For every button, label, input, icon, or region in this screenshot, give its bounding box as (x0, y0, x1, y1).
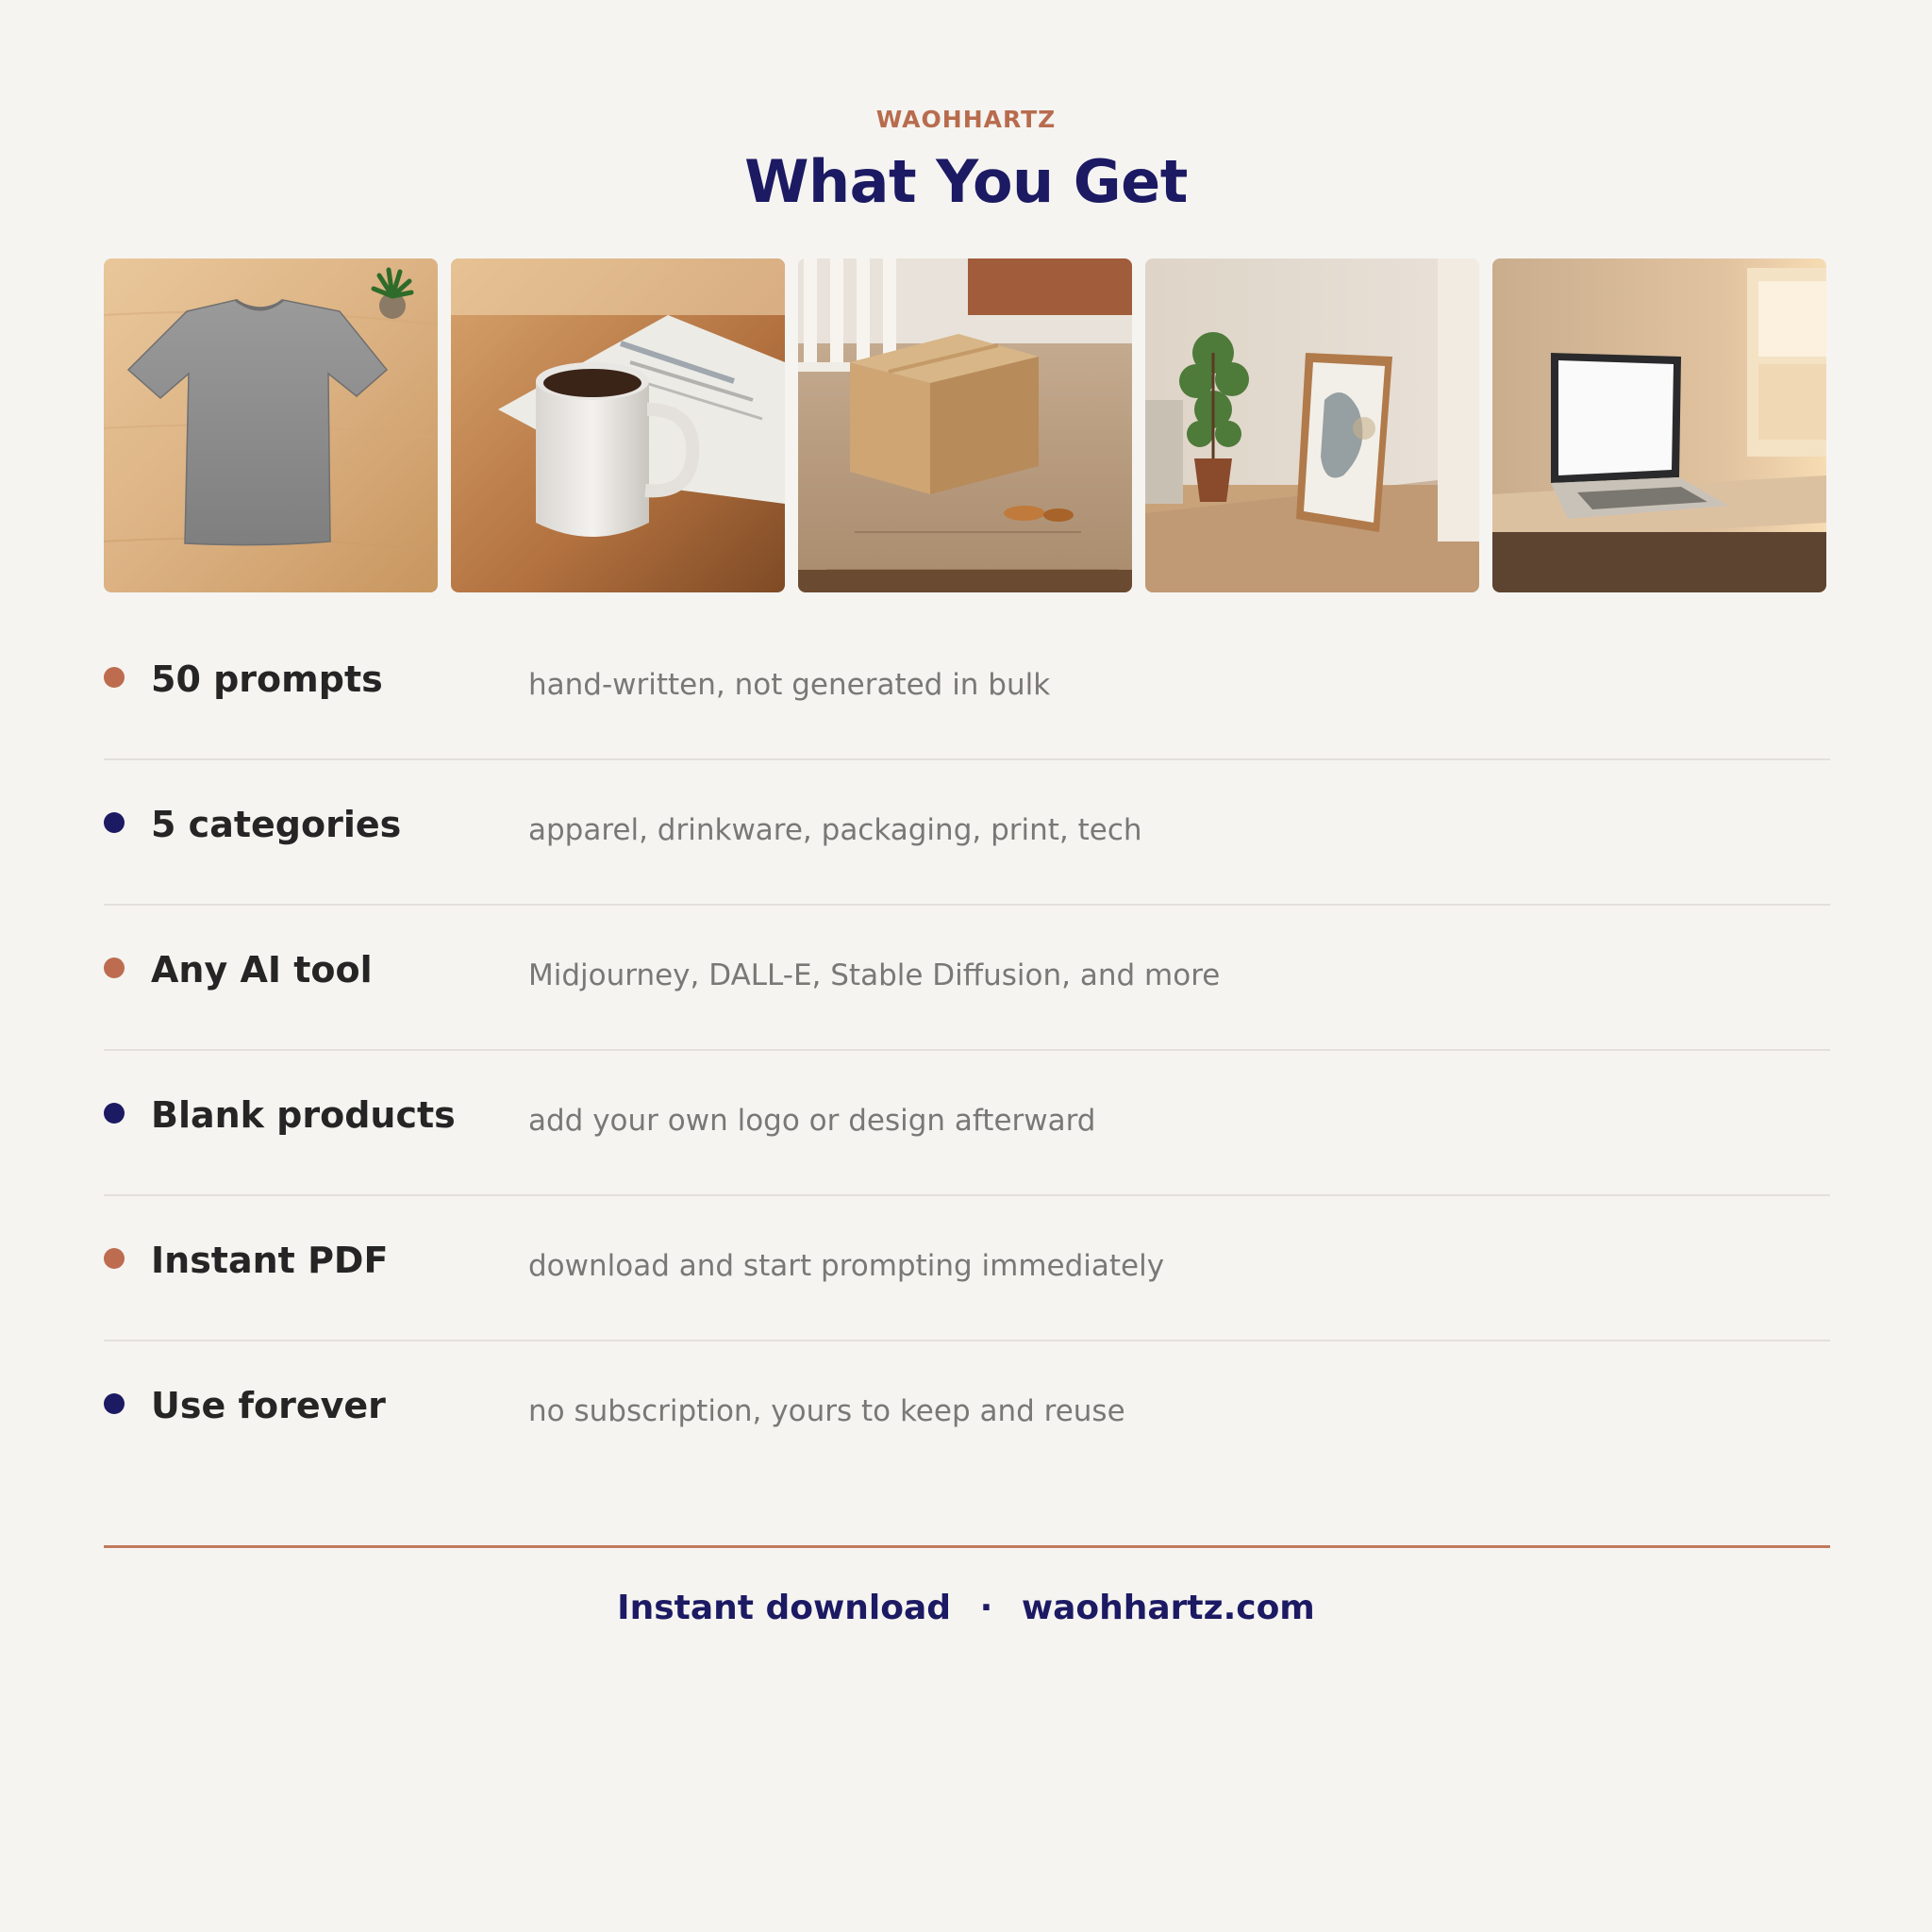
feature-description: hand-written, not generated in bulk (528, 668, 1051, 702)
bullet-dot (104, 1248, 125, 1269)
feature-description: apparel, drinkware, packaging, print, tech (528, 813, 1142, 847)
feature-label: Any AI tool (151, 949, 373, 991)
brand-label: WAOHHARTZ (875, 106, 1057, 133)
bullet-dot (104, 1103, 125, 1124)
feature-label: Use forever (151, 1385, 386, 1426)
bullet-dot (104, 1393, 125, 1414)
bullet-dot (104, 958, 125, 978)
feature-label: Instant PDF (151, 1240, 389, 1281)
footer (0, 1589, 1932, 1627)
page-title: What You Get (744, 147, 1188, 216)
feature-label: Blank products (151, 1094, 456, 1136)
frame-photo (1145, 258, 1479, 592)
footer-separator: · (979, 1589, 993, 1627)
feature-row (104, 1051, 1830, 1196)
laptop-photo (1492, 258, 1826, 592)
feature-list (104, 615, 1830, 1485)
footer-divider (104, 1545, 1830, 1548)
feature-row (104, 1341, 1830, 1485)
feature-description: no subscription, yours to keep and reuse (528, 1394, 1125, 1428)
feature-description: Midjourney, DALL-E, Stable Diffusion, and more (528, 958, 1221, 992)
feature-description: add your own logo or design afterward (528, 1104, 1096, 1138)
feature-row (104, 906, 1830, 1051)
feature-label: 5 categories (151, 804, 402, 845)
footer-website-link[interactable]: waohhartz.com (1021, 1589, 1315, 1627)
mug-photo (451, 258, 785, 592)
bullet-dot (104, 667, 125, 688)
feature-label: 50 prompts (151, 658, 383, 700)
product-gallery (104, 258, 1826, 592)
bullet-dot (104, 812, 125, 833)
feature-row (104, 1196, 1830, 1341)
box-photo (798, 258, 1132, 592)
feature-row (104, 760, 1830, 906)
footer-download-text: Instant download (617, 1589, 952, 1627)
feature-row (104, 615, 1830, 760)
feature-description: download and start prompting immediately (528, 1249, 1165, 1283)
t-shirt-photo (104, 258, 438, 592)
